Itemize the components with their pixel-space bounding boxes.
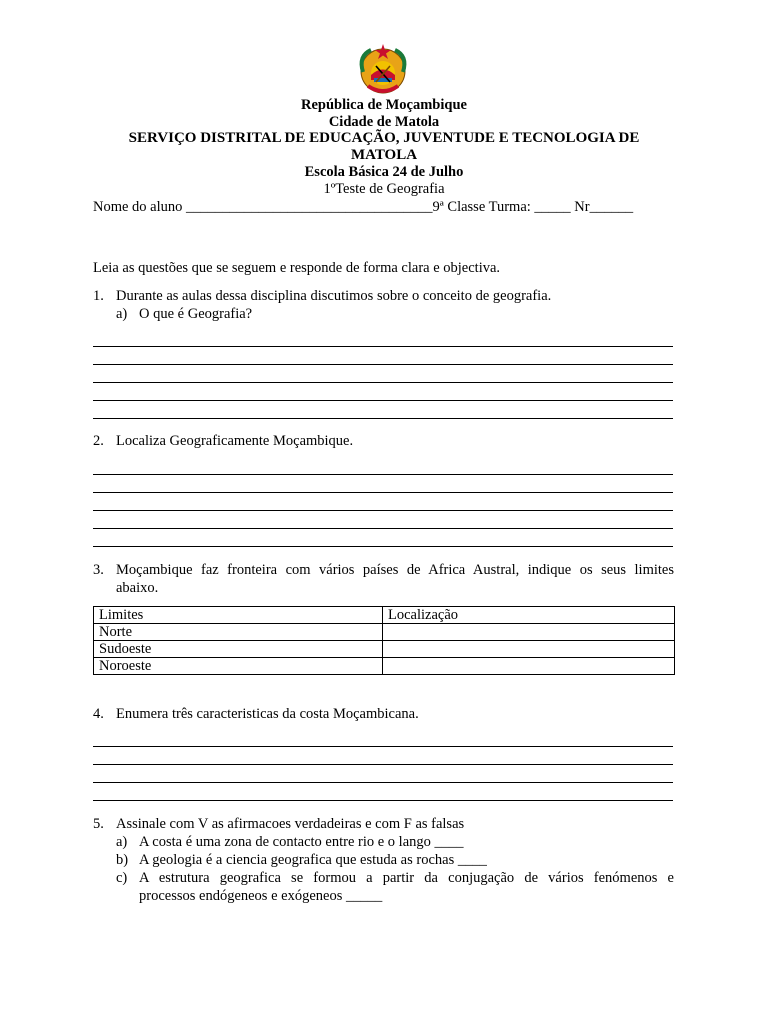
test-title: 1ºTeste de Geografia: [323, 181, 445, 197]
answer-line[interactable]: [93, 782, 673, 783]
instructions: Leia as questões que se seguem e responde de forma clara e objectiva.: [93, 260, 501, 276]
answer-line[interactable]: [93, 364, 673, 365]
answer-line[interactable]: [93, 546, 673, 547]
table-row: [94, 641, 675, 658]
q5c-text-cont: processos endógeneos e exógeneos _____: [139, 888, 383, 904]
answer-line[interactable]: [93, 492, 673, 493]
q5c-text: A estrutura geografica se formou a partir da conjugação de vários fenómenos e: [139, 870, 674, 886]
limits-table: [93, 606, 675, 675]
q3-number: 3.: [93, 562, 104, 578]
header-service: SERVIÇO DISTRITAL DE EDUCAÇÃO, JUVENTUDE E TECNOLOGIA DE: [128, 130, 640, 146]
header-service-cont: MATOLA: [350, 147, 418, 163]
coat-of-arms-emblem: [354, 42, 412, 96]
header-republic: República de Moçambique: [301, 97, 467, 113]
header-school: Escola Básica 24 de Julho: [304, 164, 464, 180]
table-header-row: [94, 607, 675, 624]
q1a-label: a): [116, 306, 128, 322]
answer-line[interactable]: [93, 800, 673, 801]
answer-line[interactable]: [93, 382, 673, 383]
q1-text: Durante as aulas dessa disciplina discutimos sobre o conceito de geografia.: [116, 288, 552, 304]
table-header-cell: Localização: [383, 607, 675, 624]
answer-line[interactable]: [93, 418, 673, 419]
q4-number: 4.: [93, 706, 104, 722]
q4-text: Enumera três caracteristicas da costa Moçambicana.: [116, 706, 419, 722]
q5-text: Assinale com V as afirmacoes verdadeiras e com F as falsas: [116, 816, 465, 832]
table-cell: Noroeste: [94, 658, 383, 675]
q5b-label: b): [116, 852, 129, 868]
q1-number: 1.: [93, 288, 104, 304]
q2-number: 2.: [93, 433, 104, 449]
header-city: Cidade de Matola: [328, 114, 440, 130]
q2-text: Localiza Geograficamente Moçambique.: [116, 433, 354, 449]
table-header-cell: Limites: [94, 607, 383, 624]
answer-line[interactable]: [93, 474, 673, 475]
q3-text-cont: abaixo.: [116, 580, 159, 596]
answer-line[interactable]: [93, 510, 673, 511]
answer-line[interactable]: [93, 400, 673, 401]
q5a-label: a): [116, 834, 128, 850]
answer-line[interactable]: [93, 764, 673, 765]
q1a-text: O que é Geografia?: [139, 306, 253, 322]
table-answer-cell[interactable]: [383, 641, 675, 658]
answer-line[interactable]: [93, 346, 673, 347]
table-cell: Norte: [94, 624, 383, 641]
q5a-text: A costa é uma zona de contacto entre rio e o lango ____: [139, 834, 464, 850]
table-answer-cell[interactable]: [383, 658, 675, 675]
student-info-line: Nome do aluno __________________________________9ª Classe Turma: _____ Nr______: [93, 199, 634, 215]
q5-number: 5.: [93, 816, 104, 832]
answer-line[interactable]: [93, 528, 673, 529]
q5c-label: c): [116, 870, 128, 886]
table-cell: Sudoeste: [94, 641, 383, 658]
q5b-text: A geologia é a ciencia geografica que estuda as rochas ____: [139, 852, 487, 868]
table-row: [94, 624, 675, 641]
table-answer-cell[interactable]: [383, 624, 675, 641]
table-row: [94, 658, 675, 675]
q3-text: Moçambique faz fronteira com vários países de Africa Austral, indique os seus limites: [116, 562, 674, 578]
answer-line[interactable]: [93, 746, 673, 747]
